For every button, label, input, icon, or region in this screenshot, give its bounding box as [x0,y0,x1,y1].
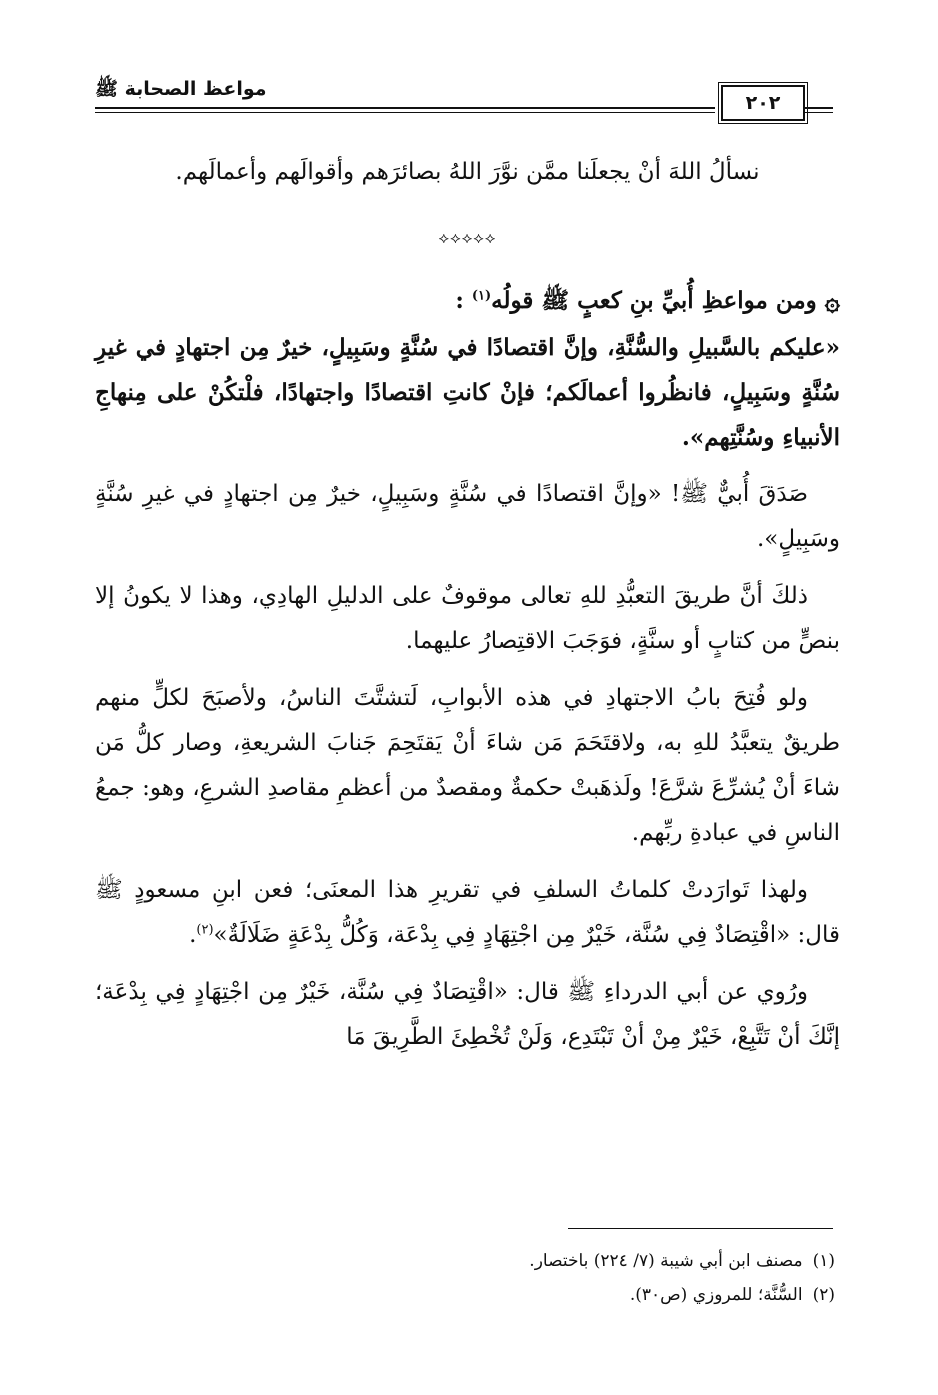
paragraph: ولهذا تَوارَدتْ كلماتُ السلفِ في تقريرِ هذا المعنَى؛ فعن ابنِ مسعودٍ ﷺ قال: «اقْتِصَادٌ فِي سُنَّة، خَيْرٌ مِن اجْتِهَادٍ فِي بِدْعَة، وَكُلُّ بِدْعَةٍ ضَلَالَةٌ»$^{(٢)}$. [95,877,840,948]
footnote-ref-1: (١) [471,288,492,304]
ubayy-quote: «عليكم بالسَّبيلِ والسُّنَّةِ، وإنَّ اقتصادًا في سُنَّةٍ وسَبِيلٍ، خيرٌ مِن اجتهادٍ في غيرِ سُنَّةٍ وسَبِيلٍ، فانظُروا أعمالَكم؛ فإنْ كانتِ اقتصادًا واجتهادًا، فلْتكُنْ على مِنهاجِ الأنبياءِ وسُنَّتِهم». [95,334,840,451]
footnote-item: (١)مصنف ابن أبي شيبة (٧/ ٢٢٤) باختصار. [529,1251,835,1271]
header-rule-thin [95,112,715,113]
main-text [95,150,840,1072]
opening-line: نسألُ اللهَ أنْ يجعلَنا ممَّن نوَّرَ اللهُ بصائرَهم وأقوالَهم وأعمالَهم. [175,159,760,185]
paragraph: ولو فُتِحَ بابُ الاجتهادِ في هذه الأبوابِ، لَتشتَّتَ الناسُ، ولأصبَحَ لكلٍّ منهم طريقٌ يتعبَّدُ للهِ به، ولاقتَحَمَ مَن شاءَ أنْ يَقتَحِمَ جَنابَ الشريعةِ، وصار كلُّ مَن شاءَ أنْ يُشرِّعَ شرَّعَ! ولَذهَبتْ حكمةٌ ومقصدٌ من أعظمِ مقاصدِ الشرعِ، وهو: جمعُ الناسِ في عبادةِ ربِّهم. [95,685,840,846]
header-rule-right [805,107,833,109]
paragraph: صَدَقَ أُبيٌّ ﷺ! «وإنَّ اقتصادًا في سُنَّةٍ وسَبِيلٍ، خيرٌ مِن اجتهادٍ في غيرِ سُنَّةٍ وسَبِيلٍ». [95,481,840,552]
octagram-icon: ۞ [824,287,840,317]
footnote-ref-2: (٢) [196,922,214,938]
section-heading: ۞ومن مواعظِ أُبيِّ بنِ كعبٍ ﷺ قولُه$^{(١)}$ : [95,278,840,325]
page-header [95,75,833,125]
header-rule [95,107,715,109]
paragraph: ورُوي عن أبي الدرداءِ ﷺ قال: «اقْتِصَادٌ فِي سُنَّة، خَيْرٌ مِن اجْتِهَادٍ فِي بِدْعَة؛ إنَّكَ أنْ تَتَّبِعْ، خَيْرٌ مِنْ أنْ تَبْتَدِع، وَلَنْ تُخْطِئَ الطَّرِيقَ مَا [95,979,840,1050]
footnote-separator [568,1228,833,1229]
footnote-item: (٢)السُّنَّة؛ للمروزي (ص٣٠). [629,1285,835,1305]
header-rule-right-thin [805,112,833,113]
paragraph: ذلكَ أنَّ طريقَ التعبُّدِ للهِ تعالى موقوفٌ على الدليلِ الهادِي، وهذا لا يكونُ إلا بنصٍّ من كتابٍ أو سنَّةٍ، فوَجَبَ الاقتِصارُ عليهما. [95,583,840,654]
page-number: ٢٠٢ [721,85,805,121]
ornamental-divider: ⟡⟡⟡⟡⟡ [438,228,497,247]
running-title: مواعظ الصحابة ﷺ [95,78,267,100]
footnotes [95,1244,835,1312]
